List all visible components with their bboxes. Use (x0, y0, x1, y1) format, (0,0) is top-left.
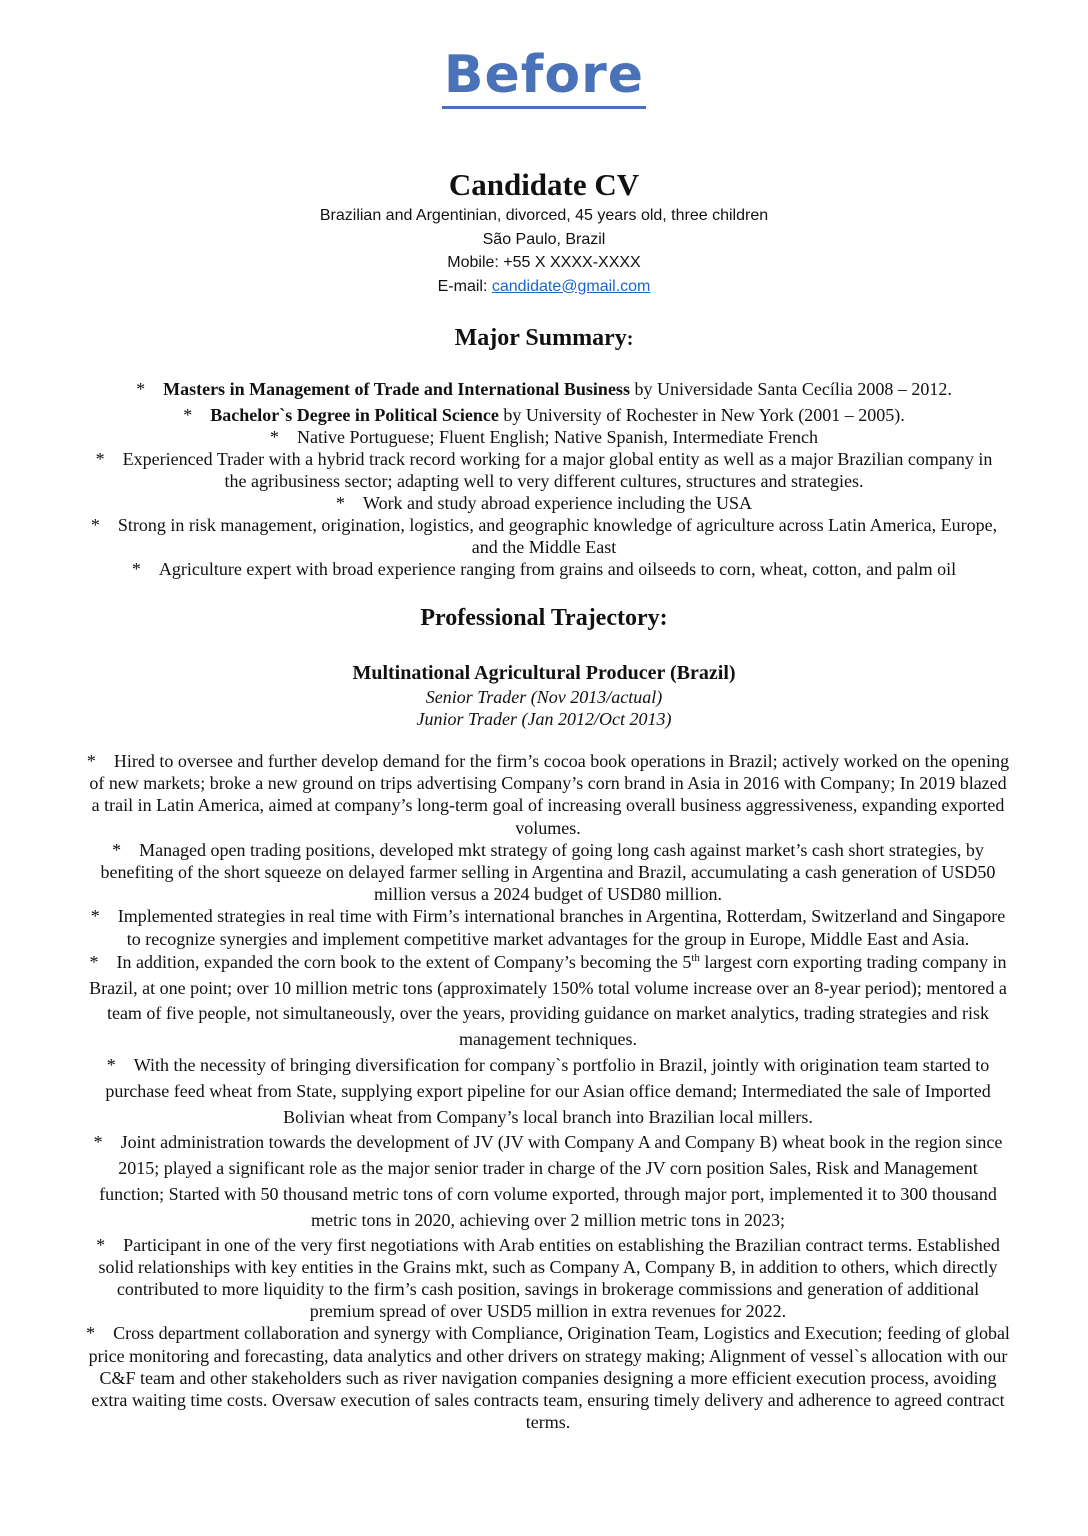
summary-heading-text: Major Summary (454, 325, 627, 351)
summary-item-bold: Bachelor`s Degree in Political Science (210, 405, 499, 425)
duty-superscript: th (691, 951, 700, 964)
summary-item-text: Strong in risk management, origination, logistics, and geographic knowledge of agriculture across Latin America, Europe, and the Middle East (117, 515, 998, 557)
summary-item-text: Experienced Trader with a hybrid track record working for a major global entity as well as a major Brazilian company in the agribusiness sector; adapting well to very different cultures, structures and strategies. (122, 449, 993, 491)
summary-item-text: Agriculture expert with broad experience ranging from grains and oilseeds to corn, wheat, cotton, and palm oil (158, 559, 957, 579)
cv-title: Candidate CV (448, 167, 640, 202)
bullet-icon: * (183, 405, 193, 425)
summary-item-bold: Masters in Management of Trade and International Business (163, 379, 630, 399)
list-item (90, 448, 998, 492)
duty-text: Participant in one of the very first negotiations with Arab entities on establishing the Brazilian contract terms. Established solid relationships with key entities in the Grains mkt, such as Company A, Company B, in addition to others, which directly contributed to more liquidity to the firm’s cash position, savings in brokerage commissions and generation of additional premium spread of over USD5 million in extra revenues for 2022. (98, 1234, 1000, 1322)
list-item (84, 839, 1012, 906)
list-item (90, 492, 998, 514)
list-item (84, 750, 1012, 839)
list-item (84, 1053, 1012, 1130)
bullet-icon: * (270, 427, 280, 447)
duty-text: Implemented strategies in real time with Firm’s international branches in Argentina, Rotterdam, Switzerland and Singapore to recognize synergies and implement competitive market advantages for the group in Europe, Middle East and Asia. (117, 906, 1006, 949)
location-line: São Paulo, Brazil (482, 230, 606, 248)
duty-text: Joint administration towards the development of JV (JV with Company A and Company B) wheat book in the region since 2015; played a significant role as the major senior trader in charge of the JV corn position Sales, Risk and Management function; Started with 50 thousand metric tons of corn volume exported, through major port, implemented it to 300 thousand metric tons in 2020, achieving over 2 million metric tons in 2023; (99, 1132, 1003, 1230)
list-item (84, 905, 1012, 949)
bullet-icon: * (96, 1234, 106, 1255)
list-item (90, 404, 998, 426)
list-item (90, 378, 998, 400)
list-item (84, 1322, 1012, 1433)
role-junior: Junior Trader (Jan 2012/Oct 2013) (416, 709, 672, 729)
contact-block (0, 204, 1088, 298)
duty-text: Cross department collaboration and synergy with Compliance, Origination Team, Logistics and Execution; feeding of global price monitoring and forecasting, data analytics and other drivers on strategy making; Alignment of vessel`s allocation with our C&F team and other stakeholders such as river navigation companies designing a more efficient execution process, avoiding extra waiting time costs. Oversaw execution of sales contracts team, ensuring timely delivery and adherence to agreed contract terms. (88, 1323, 1010, 1433)
duty-text: Hired to oversee and further develop demand for the firm’s cocoa book operations in Brazil; actively worked on the opening of new markets; broke a new ground on trips advertising Company’s corn brand in Asia in 2016 with Company; In 2019 blazed a trail in Latin America, aimed at company’s long-term goal of increasing overall business aggressiveness, expanding exported volumes. (89, 751, 1010, 838)
bullet-icon: * (86, 751, 96, 771)
bullet-icon: * (106, 1055, 116, 1076)
bullet-icon: * (93, 1132, 103, 1153)
duty-text: largest corn exporting trading company in Brazil, at one point; over 10 million metric tons (approximately 150% total volume increase over an 8-year period); mentored a team of five people, not simultaneously, over the years, providing guidance on market analytics, trading strategies and risk management techniques. (89, 951, 1007, 1050)
trajectory-heading: Professional Trajectory: (420, 605, 668, 631)
list-item (84, 950, 1012, 1053)
bullet-icon: * (136, 379, 146, 399)
summary-item-text: Native Portuguese; Fluent English; Native Spanish, Intermediate French (297, 427, 818, 447)
duty-text: With the necessity of bringing diversification for company`s portfolio in Brazil, jointly with origination team started to purchase feed wheat from State, supplying export pipeline for our Asian office demand; Intermediated the sale of Imported Bolivian wheat from Company’s local branch into Brazilian local millers. (105, 1055, 991, 1127)
mobile-line: Mobile: +55 X XXXX-XXXX (447, 254, 641, 271)
duties-list (84, 750, 1012, 1433)
summary-heading-colon: : (626, 328, 634, 350)
email-line (0, 275, 1088, 299)
bullet-icon: * (90, 906, 100, 927)
bullet-icon: * (95, 449, 105, 469)
bullet-icon: * (131, 559, 141, 579)
bullet-icon: * (112, 839, 122, 860)
banner-title: Before (442, 44, 646, 109)
list-item (90, 514, 998, 558)
email-label: E-mail: (437, 277, 492, 295)
summary-list (90, 378, 998, 580)
duty-text: Managed open trading positions, developed mkt strategy of going long cash against market’s cash short strategies, by benefiting of the short squeeze on delayed farmer selling in Argentina and Brazil, accumulating a cash generation of USD50 million versus a 2024 budget of USD80 million. (100, 839, 996, 905)
email-link[interactable]: candidate@gmail.com (491, 277, 651, 295)
bullet-icon: * (336, 493, 346, 513)
profile-line: Brazilian and Argentinian, divorced, 45 years old, three children (319, 207, 769, 224)
bullet-icon: * (86, 1323, 96, 1344)
before-banner (0, 44, 1088, 109)
role-senior: Senior Trader (Nov 2013/actual) (425, 687, 663, 707)
list-item (84, 1234, 1012, 1323)
summary-item-text: by Universidade Santa Cecília 2008 – 2012. (629, 379, 952, 399)
list-item (90, 426, 998, 448)
duty-text: In addition, expanded the corn book to the extent of Company’s becoming the 5 (116, 951, 692, 972)
list-item (90, 558, 998, 580)
bullet-icon: * (89, 951, 99, 972)
company-name: Multinational Agricultural Producer (Brazil) (352, 662, 736, 684)
summary-item-text: by University of Rochester in New York (2001 – 2005). (498, 405, 905, 425)
summary-heading (0, 323, 1088, 354)
summary-item-text: Work and study abroad experience including the USA (363, 493, 752, 513)
bullet-icon: * (90, 515, 100, 535)
list-item (84, 1130, 1012, 1233)
